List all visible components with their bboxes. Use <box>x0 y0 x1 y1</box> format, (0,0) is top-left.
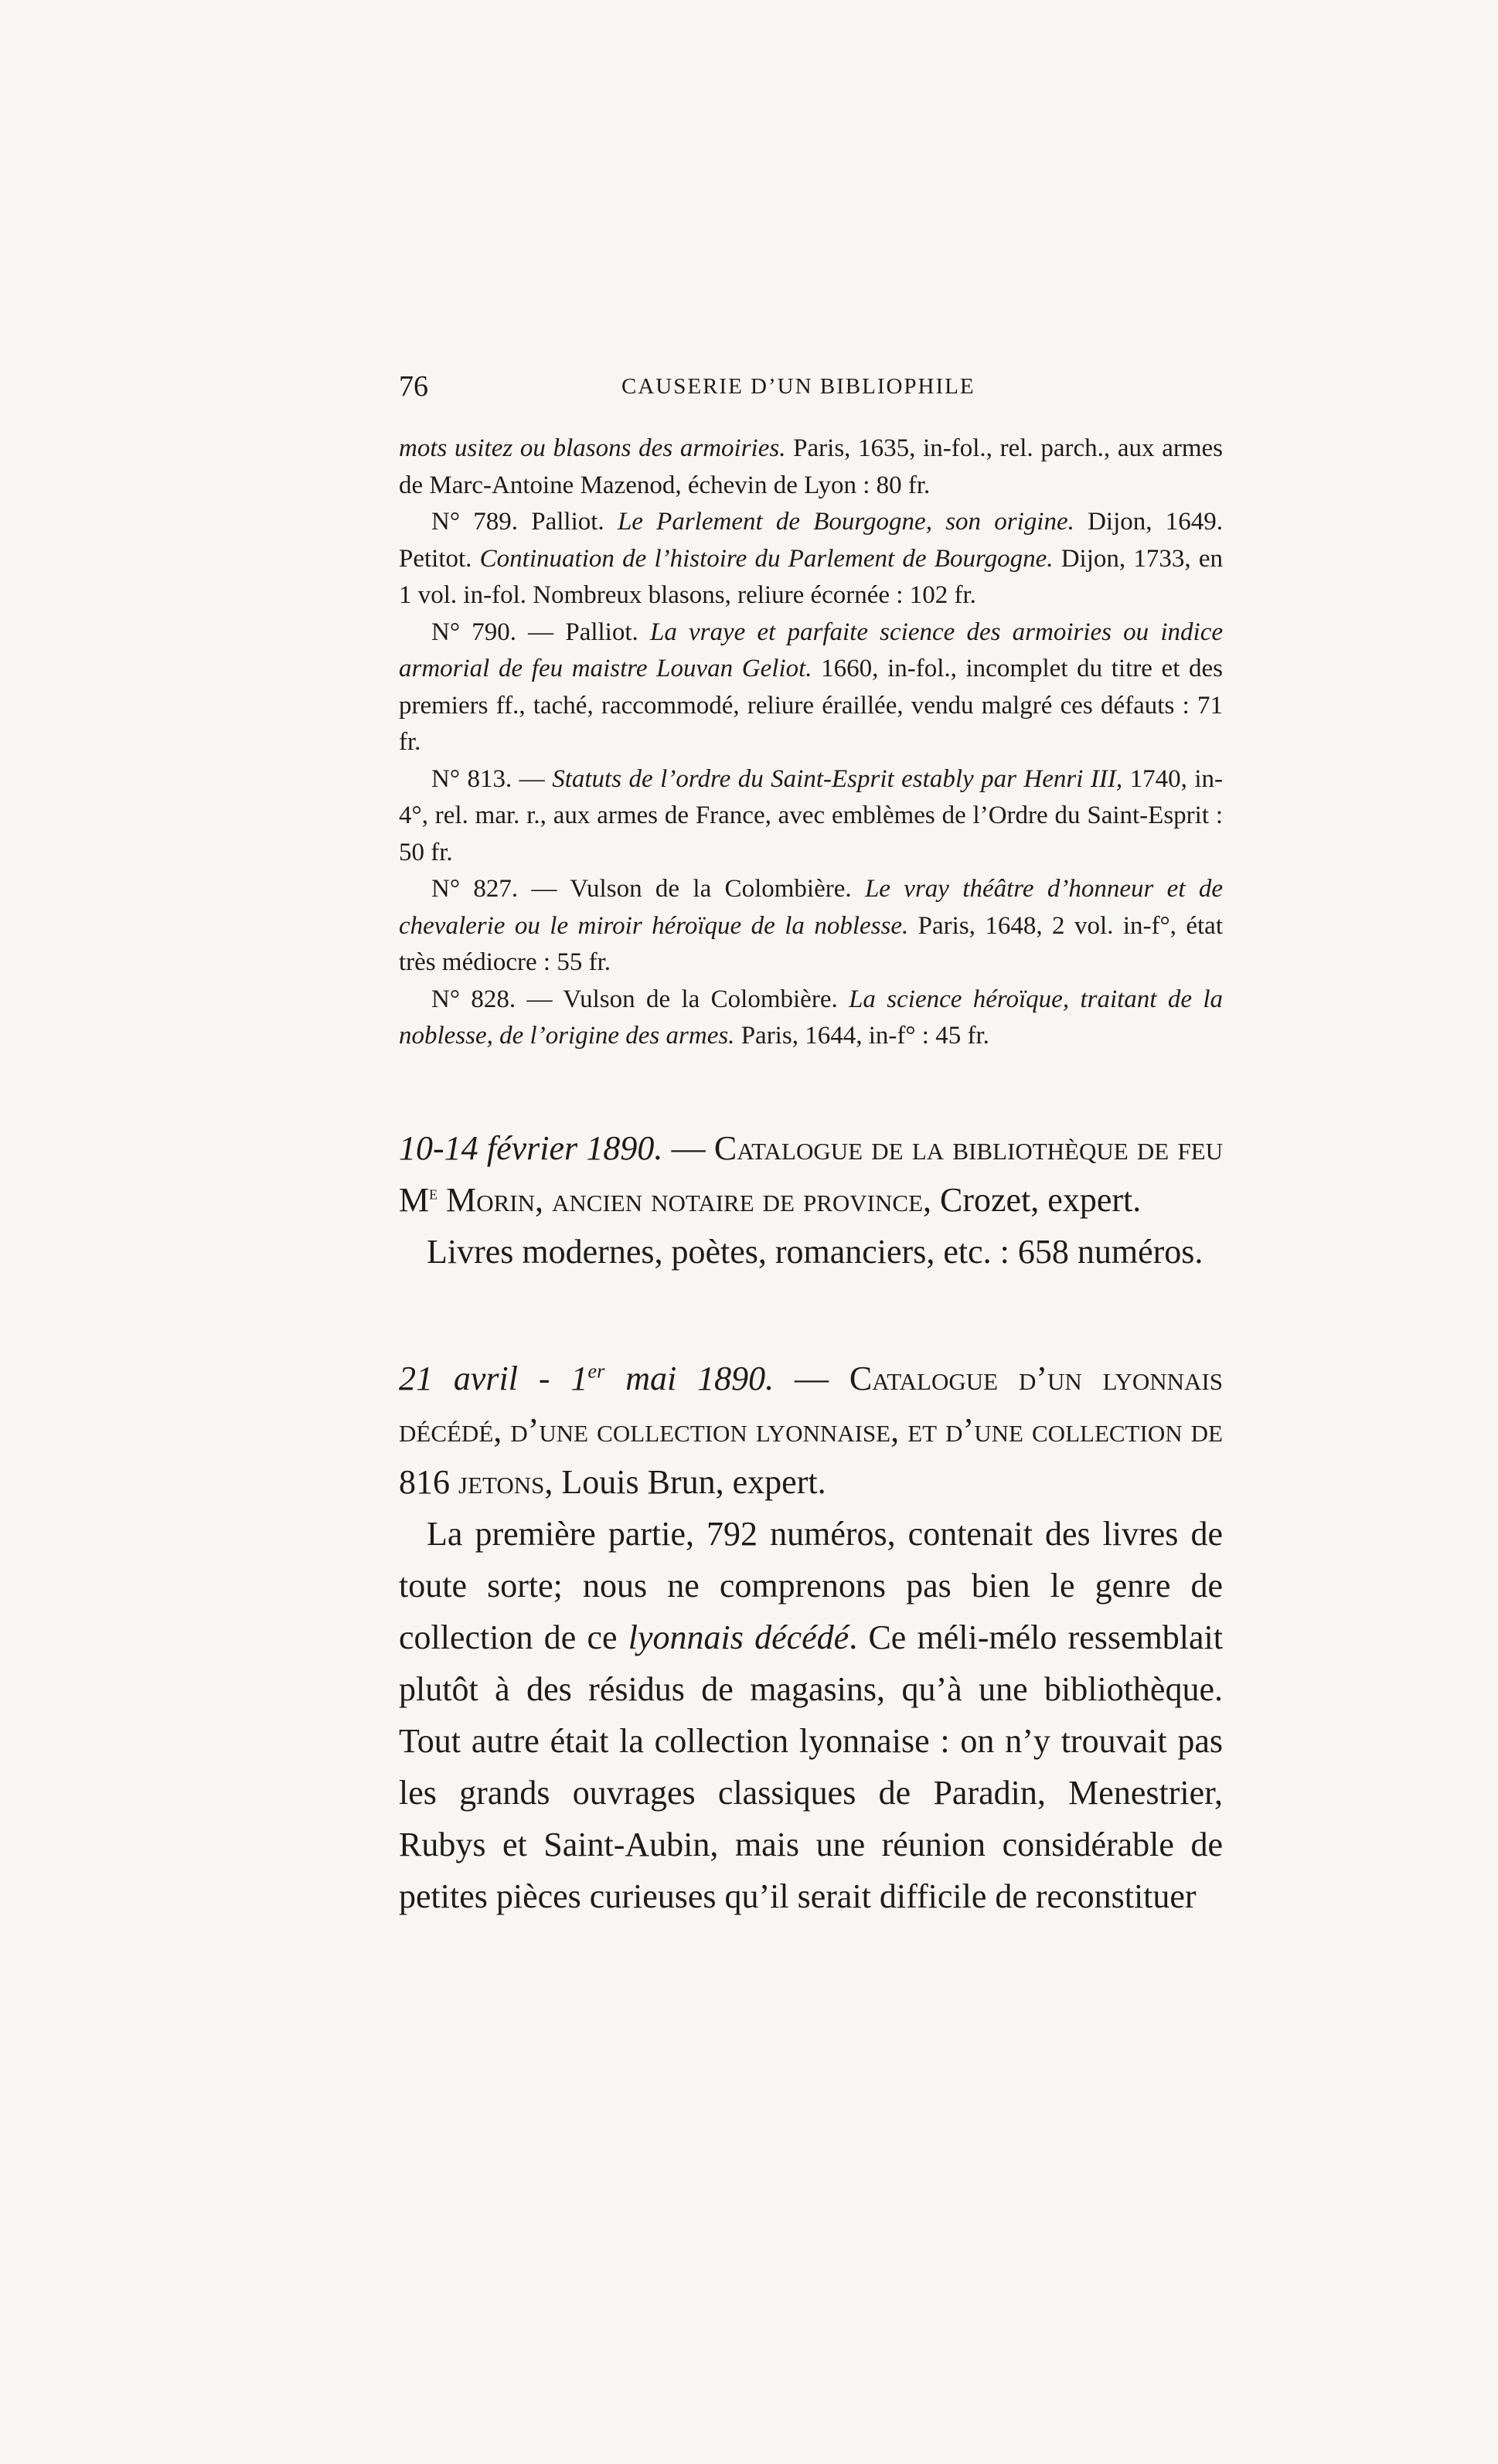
entry-details: Paris, 1635, in-fol., rel. parch., aux armes de Marc-Antoine Mazenod, échevin de Lyon : 80 fr. <box>399 434 1223 499</box>
sale-heading <box>399 1122 1223 1226</box>
entry-789 <box>399 504 1223 614</box>
sale-body-italic: lyonnais décédé <box>628 1618 849 1656</box>
sale-dash: — <box>662 1129 714 1167</box>
sale-expert: Louis Brun, expert. <box>553 1463 826 1501</box>
entry-title: La science héroïque, traitant de la noblesse, de l’origine des armes. <box>399 985 1223 1050</box>
catalogue-entries <box>399 431 1223 1055</box>
entry-details-2: Dijon, 1733, en 1 vol. in-fol. Nombreux blasons, reliure écornée : 102 fr. <box>399 544 1223 609</box>
sale-1890-february <box>399 1122 1223 1278</box>
sale-title: Catalogue d’un lyonnais décédé, d’une collection lyonnaise, et d’une collection de 816 jetons, <box>399 1360 1224 1501</box>
entry-title: mots usitez ou blasons des armoiries. <box>399 434 786 462</box>
sale-title: Catalogue de la bibliothèque de feu M <box>399 1129 1224 1219</box>
sale-description <box>399 1508 1223 1922</box>
sale-expert: Crozet, expert. <box>931 1181 1142 1219</box>
sale-date: 10-14 février 1890. <box>399 1129 663 1167</box>
entry-813 <box>399 761 1223 872</box>
sale-date-sup: er <box>587 1359 605 1383</box>
entry-details: Dijon, 1649. Petitot. <box>399 508 1224 573</box>
sale-date-start: 21 avril - 1 <box>399 1360 588 1397</box>
entry-790 <box>399 614 1223 761</box>
sale-description: Livres modernes, poètes, romanciers, etc. : 658 numéros. <box>427 1233 1204 1271</box>
sale-title-cont: Morin, ancien notaire de province, <box>437 1181 932 1219</box>
entry-title: Statuts de l’ordre du Saint-Esprit estably par Henri III, <box>552 764 1123 793</box>
entry-title: La vraye et parfaite science des armoiries ou indice armorial de feu maistre Louvan Geliot. <box>399 618 1223 682</box>
entry-number: N° 790. — Palliot. <box>431 618 650 646</box>
entry-details: 1740, in-4°, rel. mar. r., aux armes de France, avec emblèmes de l’Ordre du Saint-Esprit : 50 fr. <box>399 764 1223 866</box>
sale-title-sup: e <box>429 1180 438 1204</box>
sale-heading <box>399 1353 1223 1508</box>
sale-date-end: mai 1890. <box>604 1360 775 1397</box>
entry-details: 1660, in-fol., incomplet du titre et des premiers ff., taché, raccommodé, reliure éraillée, vendu malgré ces défauts : 71 fr. <box>399 655 1223 756</box>
entry-828 <box>399 982 1223 1055</box>
entry-title: Le vray théâtre d’honneur et de chevalerie ou le miroir héroïque de la noblesse. <box>399 875 1223 940</box>
sale-body-1: La première partie, 792 numéros, contenait des livres de toute sorte; nous ne comprenons pas bien le genre de collection de ce <box>399 1515 1223 1656</box>
sale-date <box>399 1360 774 1397</box>
entry-number: N° 813. — <box>431 764 553 793</box>
entry-title: Le Parlement de Bourgogne, son origine. <box>617 508 1074 536</box>
running-title: CAUSERIE D’UN BIBLIOPHILE <box>621 374 975 399</box>
sale-dash: — <box>774 1360 849 1397</box>
sale-1890-april <box>399 1353 1223 1922</box>
entry-details: Paris, 1644, in-f° : 45 fr. <box>734 1022 989 1050</box>
entry-number: N° 827. — Vulson de la Colombière. <box>431 875 865 903</box>
entry-continuation <box>399 431 1223 504</box>
sale-body-2: . Ce méli-mélo ressemblait plutôt à des résidus de magasins, qu’à une bibliothèque. Tout autre était la collection lyonnaise : on n’y trouvait pas les grands ouvrages classiques de Paradin, Menestrier, Rubys et Saint-Aubin, mais une réunion considérable de petites pièces curieuses qu’il serait difficile de reconstituer <box>399 1618 1223 1915</box>
entry-827 <box>399 871 1223 982</box>
entry-title-2: Continuation de l’histoire du Parlement de Bourgogne. <box>479 544 1054 573</box>
entry-number: N° 828. — Vulson de la Colombière. <box>431 985 849 1013</box>
page-number: 76 <box>399 370 428 403</box>
running-header <box>399 369 1223 416</box>
entry-number: N° 789. Palliot. <box>431 508 618 536</box>
entry-details: Paris, 1648, 2 vol. in-f°, état très médiocre : 55 fr. <box>399 911 1223 976</box>
